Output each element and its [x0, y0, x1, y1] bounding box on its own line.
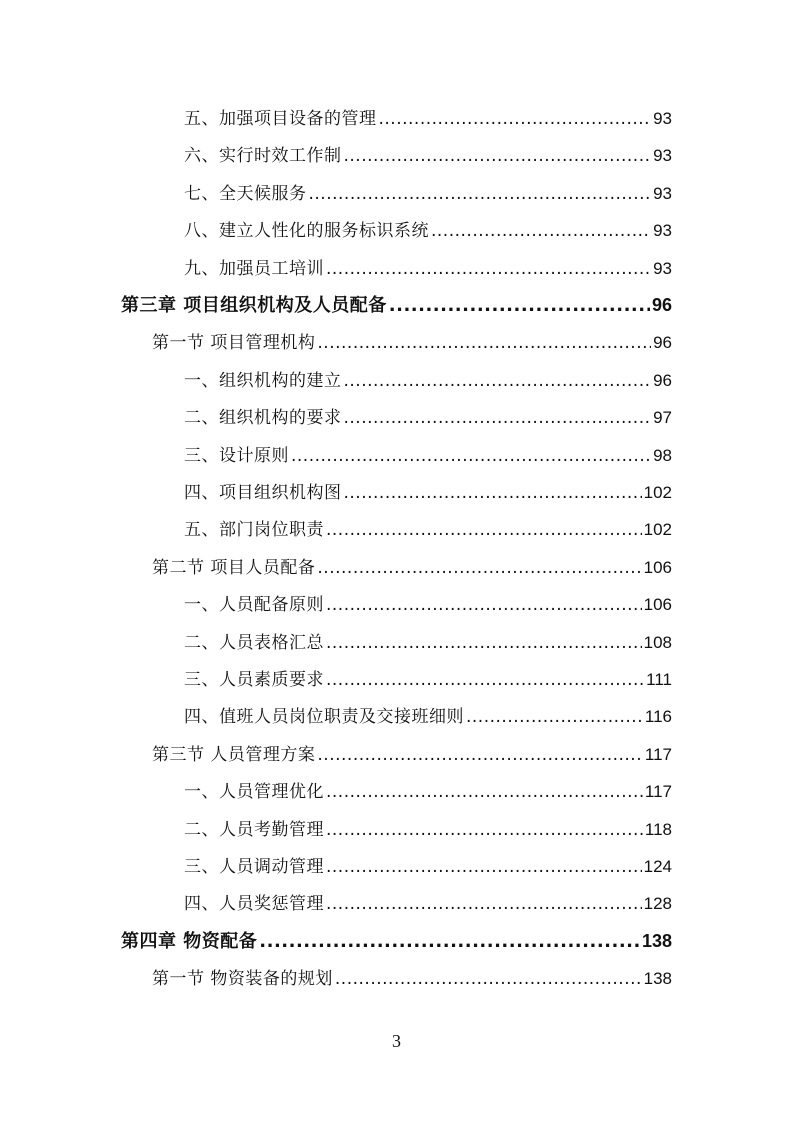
- toc-leader-dots: [317, 550, 641, 587]
- toc-entry-title: 二、人员考勤管理: [184, 819, 324, 840]
- toc-entry-title: 第一节 项目管理机构: [152, 333, 316, 354]
- toc-entry-page-number: 102: [643, 520, 672, 540]
- toc-entry-section[interactable]: [152, 324, 672, 361]
- toc-entry-page-number: 117: [644, 782, 672, 802]
- toc-leader-dots: [326, 587, 642, 624]
- toc-entry-title: 一、人员管理优化: [184, 782, 324, 803]
- toc-leader-dots: [344, 400, 652, 437]
- toc-entry-page-number: 93: [653, 221, 672, 241]
- toc-leader-dots: [431, 213, 651, 250]
- toc-entry-item[interactable]: [184, 698, 672, 735]
- toc-entry-title: 第二节 项目人员配备: [152, 557, 316, 578]
- toc-entry-page-number: 118: [644, 819, 672, 839]
- toc-entry-chapter[interactable]: [121, 923, 672, 960]
- toc-entry-title: 三、人员调动管理: [184, 857, 324, 877]
- toc-entry-title: 一、组织机构的建立: [184, 370, 342, 391]
- toc-entry-page-number: 138: [643, 969, 672, 989]
- toc-leader-dots: [379, 101, 652, 138]
- toc-entry-title: 二、组织机构的要求: [184, 408, 342, 429]
- toc-entry-item[interactable]: [184, 399, 672, 436]
- toc-entry-item[interactable]: [184, 137, 672, 174]
- toc-entry-section[interactable]: [152, 960, 672, 997]
- toc-entry-item[interactable]: [184, 100, 672, 137]
- toc-entry-title: 九、加强员工培训: [184, 258, 324, 279]
- toc-entry-item[interactable]: [184, 661, 672, 698]
- toc-entry-page-number: 96: [653, 333, 672, 353]
- toc-entry-item[interactable]: [184, 212, 672, 249]
- toc-entry-item[interactable]: [184, 362, 672, 399]
- toc-leader-dots: [326, 774, 643, 811]
- toc-leader-dots: [466, 699, 643, 736]
- toc-entry-page-number: 93: [653, 258, 672, 278]
- toc-entry-page-number: 97: [653, 408, 672, 428]
- toc-entry-page-number: 93: [653, 146, 672, 166]
- toc-leader-dots: [326, 512, 642, 549]
- toc-entry-title: 三、人员素质要求: [184, 670, 324, 690]
- toc-leader-dots: [317, 325, 651, 362]
- toc-leader-dots: [259, 923, 640, 960]
- toc-entry-page-number: 102: [643, 483, 672, 502]
- toc-leader-dots: [389, 287, 650, 324]
- toc-entry-page-number: 93: [653, 109, 672, 128]
- toc-entry-title: 第三节 人员管理方案: [152, 744, 316, 765]
- toc-entry-section[interactable]: [152, 736, 672, 773]
- page-number: 3: [392, 1031, 401, 1051]
- toc-leader-dots: [291, 438, 651, 475]
- toc-entry-title: 一、人员配备原则: [184, 595, 324, 616]
- toc-entry-chapter[interactable]: [121, 287, 672, 324]
- toc-entry-title: 四、项目组织机构图: [184, 483, 342, 503]
- toc-entry-item[interactable]: [184, 885, 672, 922]
- toc-entry-page-number: 96: [653, 370, 672, 390]
- toc-entry-title: 七、全天候服务: [184, 183, 307, 204]
- toc-leader-dots: [309, 176, 652, 213]
- toc-entry-title: 四、值班人员岗位职责及交接班细则: [184, 707, 464, 728]
- toc-entry-item[interactable]: [184, 474, 672, 511]
- toc-entry-title: 五、部门岗位职责: [184, 520, 324, 541]
- toc-entry-title: 二、人员表格汇总: [184, 632, 324, 653]
- toc-entry-page-number: 111: [646, 670, 672, 689]
- toc-leader-dots: [326, 662, 644, 699]
- toc-entry-page-number: 106: [643, 595, 672, 615]
- toc-entry-title: 八、建立人性化的服务标识系统: [184, 221, 429, 242]
- toc-entry-page-number: 98: [653, 445, 672, 465]
- toc-entry-item[interactable]: [184, 848, 672, 885]
- toc-leader-dots: [344, 138, 652, 175]
- toc-entry-title: 五、加强项目设备的管理: [184, 109, 377, 129]
- toc-entry-item[interactable]: [184, 511, 672, 548]
- toc-entry-page-number: 106: [643, 557, 672, 577]
- toc-leader-dots: [344, 363, 652, 400]
- toc-entry-title: 第一节 物资装备的规划: [152, 969, 333, 990]
- toc-entry-page-number: 116: [644, 707, 672, 727]
- toc-entry-item[interactable]: [184, 175, 672, 212]
- toc-leader-dots: [326, 625, 642, 662]
- toc-entry-item[interactable]: [184, 586, 672, 623]
- toc-entry-item[interactable]: [184, 437, 672, 474]
- toc-entry-item[interactable]: [184, 811, 672, 848]
- toc-leader-dots: [326, 812, 643, 849]
- toc-entry-page-number: 93: [653, 183, 672, 203]
- toc-leader-dots: [326, 886, 642, 923]
- toc-entry-title: 第三章 项目组织机构及人员配备: [121, 295, 387, 316]
- toc-leader-dots: [317, 737, 642, 774]
- toc-entry-page-number: 124: [643, 857, 672, 876]
- toc-leader-dots: [335, 961, 642, 998]
- toc-leader-dots: [326, 251, 651, 288]
- toc-entry-title: 三、设计原则: [184, 445, 289, 466]
- toc-entry-title: 四、人员奖惩管理: [184, 894, 324, 915]
- toc-entry-item[interactable]: [184, 773, 672, 810]
- toc-entry-page-number: 128: [643, 894, 672, 914]
- toc-entry-title: 第四章 物资配备: [121, 930, 258, 952]
- toc-entry-page-number: 138: [641, 930, 672, 951]
- toc-leader-dots: [326, 849, 642, 886]
- toc-entry-page-number: 117: [644, 744, 672, 764]
- toc-entry-page-number: 96: [651, 295, 672, 315]
- toc-entry-title: 六、实行时效工作制: [184, 146, 342, 167]
- toc-entry-item[interactable]: [184, 250, 672, 287]
- toc-entry-section[interactable]: [152, 549, 672, 586]
- toc-leader-dots: [344, 475, 642, 512]
- toc-entry-page-number: 108: [643, 632, 672, 652]
- toc-entry-item[interactable]: [184, 624, 672, 661]
